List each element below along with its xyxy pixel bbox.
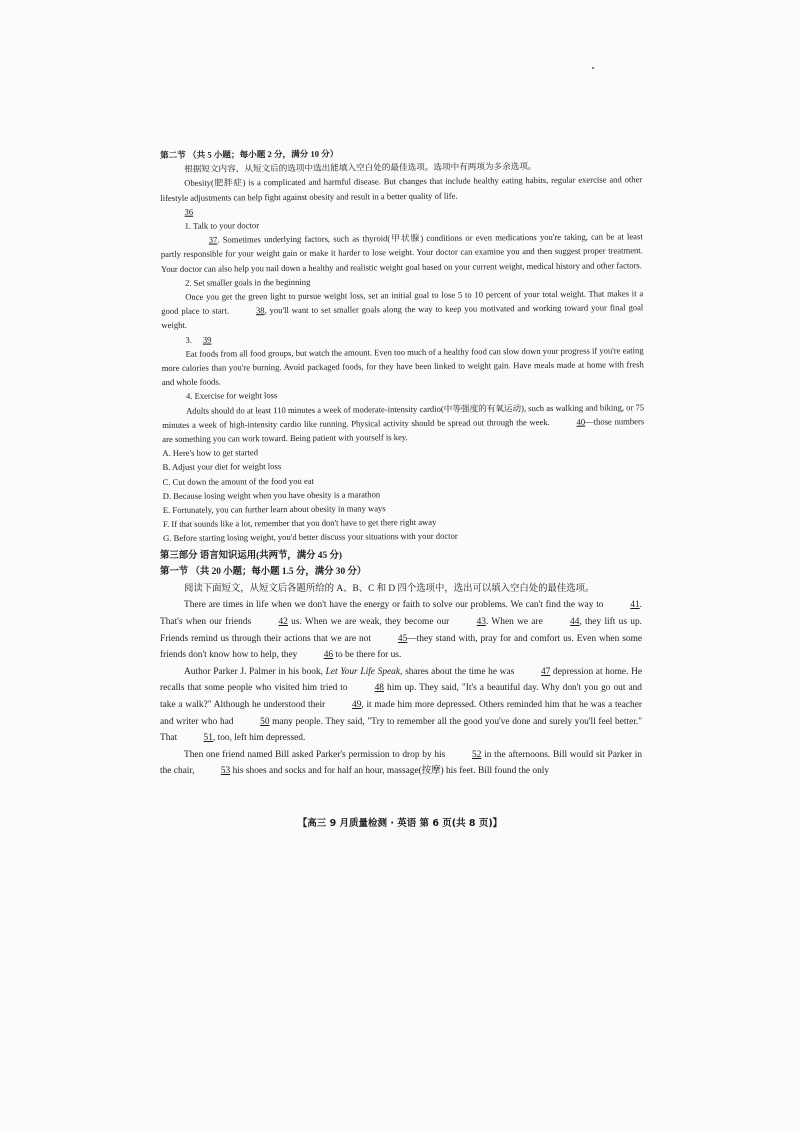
- option-b: B. Adjust your diet for weight loss: [162, 461, 282, 473]
- cloze-text: to be there for us.: [335, 650, 402, 661]
- stray-dot: [592, 67, 594, 69]
- cloze-para-3: [160, 747, 642, 780]
- cloze-text: us. When we are weak, they become our: [291, 617, 450, 628]
- option-e: E. Fortunately, you can further learn about obesity in many ways: [162, 503, 386, 516]
- part-3-instruction: 阅读下面短文，从短文后各题所给的 A、B、C 和 D 四个选项中，选出可以填入空白处的最佳选项。: [184, 583, 595, 594]
- subheading-3-number: 3.: [185, 334, 192, 345]
- passage-para-5-text-b: —those numbers are something you can work toward. Being patient with yourself is key.: [162, 416, 645, 445]
- passage-para-5: [162, 400, 644, 446]
- option-f: F. If that sounds like a lot, remember that you don't have to get there right away: [162, 517, 437, 530]
- blank-43: 43: [476, 617, 486, 628]
- blank-44: 44: [570, 617, 580, 628]
- blank-38: 38: [255, 305, 265, 316]
- blank-39: 39: [202, 334, 212, 345]
- cloze-text: . That's when our friends: [160, 600, 643, 628]
- passage-para-5-text-a: Adults should do at least 110 minutes a week of moderate-intensity cardio(中等强度的有氧运动), such as walking and biking, or 75 minutes a week of high-intensity cardio like running. Physical activity should be spread out through the week.: [162, 401, 645, 430]
- blank-46: 46: [323, 650, 334, 661]
- section-2-header: 第二节 （共 5 小题；每小题 2 分，满分 10 分）: [160, 148, 339, 160]
- blank-51: 51: [203, 733, 213, 744]
- option-d: D. Because losing weight when you have obesity is a marathon: [162, 489, 381, 501]
- passage-para-4: Eat foods from all food groups, but watch the amount. Even too much of a healthy food can slow down your progress if you're eating more calories than you're burning. Avoid packaged foods, for they have been linked to weight gain. Have meals made at home with fresh and whole foods.: [161, 345, 644, 388]
- blank-50: 50: [260, 716, 270, 727]
- cloze-text: Author Parker J. Palmer in his book,: [184, 666, 323, 677]
- cloze-para-1: [160, 597, 642, 663]
- cloze-text: , shares about the time he was: [400, 666, 515, 677]
- passage-para-3-text-a: Once you get the green light to pursue weight loss, set an initial goal to lose 5 to 10 percent of your total weight. That makes it a good place to start.: [161, 288, 644, 317]
- subheading-1: 1. Talk to your doctor: [184, 220, 260, 231]
- cloze-text: Then one friend named Bill asked Parker's permission to drop by his: [184, 749, 446, 760]
- passage-intro: [160, 173, 642, 219]
- blank-37: 37: [208, 234, 218, 245]
- passage-para-2-text: . Sometimes underlying factors, such as thyroid(甲状腺) conditions or even medications you're taking, can be at least partly responsible for your weight gain or make it harder to lose weight. Your doctor can examine you and then suggest proper treatment. Your doctor can also help you nail down a healthy and realistic weight goal based on your current weight, medical history and other factors.: [160, 231, 643, 274]
- cloze-text: his shoes and socks and for half an hour, massage(按摩) his feet. Bill found the only: [232, 766, 550, 777]
- section-2-instruction: 根据短文内容，从短文后的选项中选出能填入空白处的最佳选项。选项中有两项为多余选项。: [184, 161, 537, 175]
- blank-47: 47: [540, 666, 551, 677]
- option-c: C. Cut down the amount of the food you eat: [162, 475, 314, 487]
- cloze-text: many people. They said, "Try to remember all the good you've done and surely you'll feel better." That: [160, 716, 643, 744]
- blank-53: 53: [220, 766, 231, 777]
- book-title: Let Your Life Speak: [325, 666, 401, 677]
- exam-page: [160, 148, 645, 780]
- cloze-text: in the afternoons. Bill would sit Parker in the chair,: [160, 749, 643, 777]
- section-2: [160, 144, 645, 545]
- blank-41: 41: [630, 600, 640, 611]
- cloze-text: depression at home. He recalls that some people who visited him tried to: [160, 666, 643, 694]
- page-footer: 【高三 9 月质量检测 · 英语 第 6 页(共 8 页)】: [297, 818, 503, 829]
- cloze-text: There are times in life when we don't have the energy or faith to solve our problems. We can't find the way to: [184, 600, 604, 611]
- cloze-text: , they lift us up. Friends remind us through their actions that we are not: [160, 617, 642, 644]
- part-3: [160, 548, 642, 780]
- option-a: A. Here's how to get started: [162, 447, 259, 459]
- passage-para-3: [161, 286, 643, 332]
- blank-36: 36: [184, 206, 194, 217]
- blank-49: 49: [351, 700, 362, 711]
- cloze-text: , too, left him depressed.: [212, 733, 306, 744]
- subheading-2: 2. Set smaller goals in the beginning: [185, 276, 311, 288]
- passage-intro-text: Obesity(肥胖症) is a complicated and harmful disease. But changes that include healthy eating habits, regular exercise and other lifestyle adjustments can help fight against obesity and result in a better quality of life.: [160, 174, 643, 203]
- cloze-text: . When we are: [485, 617, 543, 628]
- cloze-text: —they stand with, pray for and comfort us. Even when some friends don't know how to help, they: [160, 633, 643, 661]
- cloze-text: , it made him more depressed. Others reminded him that he was a teacher and writer who had: [160, 700, 643, 727]
- part-3-header: 第三部分 语言知识运用(共两节，满分 45 分): [160, 550, 343, 561]
- blank-42: 42: [278, 617, 288, 628]
- blank-48: 48: [374, 683, 384, 694]
- passage-para-3-text-b: , you'll want to set smaller goals along the way to keep you motivated and working toward your final goal weight.: [161, 302, 644, 331]
- blank-52: 52: [472, 749, 482, 760]
- cloze-text: him up. They said, "It's a beautiful day. Why don't you go out and take a walk?" Although he understood their: [160, 683, 642, 711]
- passage-para-2: [161, 229, 643, 275]
- option-g: G. Before starting losing weight, you'd better discuss your situations with your doctor: [163, 531, 458, 544]
- blank-40: 40: [576, 416, 586, 427]
- part-3-section-1-header: 第一节 （共 20 小题；每小题 1.5 分，满分 30 分）: [160, 567, 367, 578]
- cloze-para-2: [160, 664, 642, 747]
- blank-45: 45: [397, 633, 408, 644]
- subheading-4: 4. Exercise for weight loss: [185, 390, 278, 402]
